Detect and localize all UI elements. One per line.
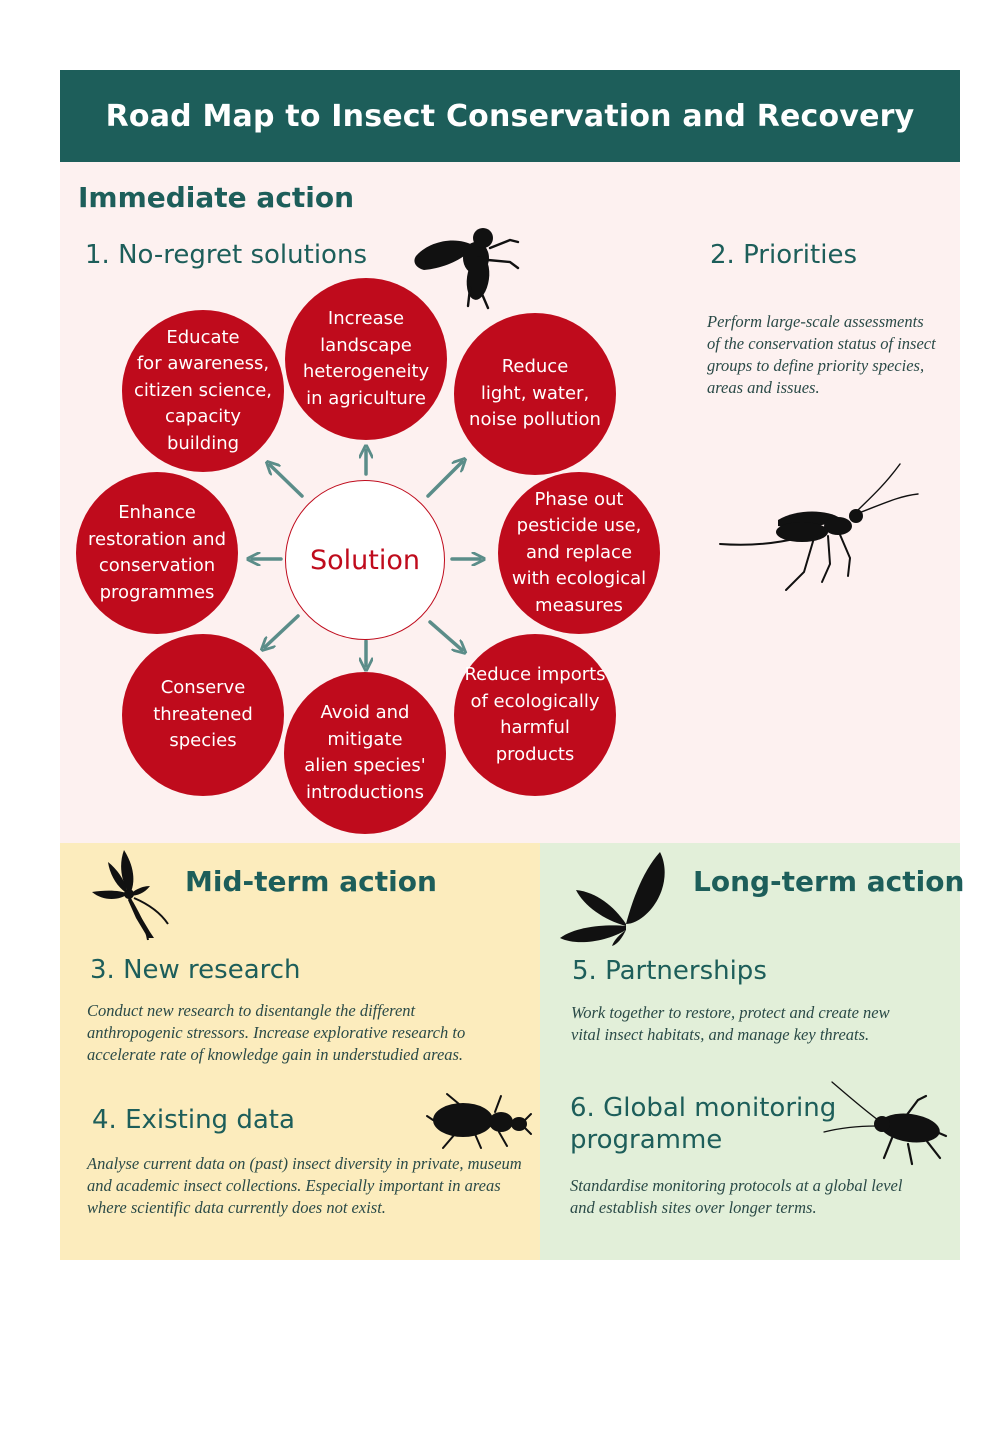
solution-label: Reduce imports of ecologically harmful products <box>464 664 606 765</box>
solution-label: Educate for awareness, citizen science, capacity building <box>133 326 273 454</box>
solution-reduce-pollution <box>454 313 616 475</box>
partnerships-heading: 5. Partnerships <box>572 956 767 986</box>
mid-term-action-heading: Mid-term action <box>185 865 437 898</box>
dragonfly-icon <box>88 846 172 942</box>
solution-threatened-species <box>122 634 284 796</box>
long-term-action-heading: Long-term action <box>693 865 965 898</box>
solution-restoration-programmes <box>76 472 238 634</box>
solution-label: Conserve threatened species <box>153 677 253 752</box>
page-title: Road Map to Insect Conservation and Recovery <box>105 98 915 134</box>
partnerships-text: Work together to restore, protect and create new vital insect habitats, and manage key threats. <box>571 1003 890 1044</box>
existing-data-text: Analyse current data on (past) insect diversity in private, museum and academic insect collections. Especially important in areas where scientific data currently does not exist. <box>87 1154 522 1217</box>
solution-label: Reduce light, water, noise pollution <box>469 356 601 431</box>
priorities-heading: 2. Priorities <box>710 240 857 270</box>
solution-label: Phase out pesticide use, and replace with ecological measures <box>511 488 647 616</box>
solution-education <box>122 310 284 472</box>
solution-label: Increase landscape heterogeneity in agriculture <box>302 308 430 409</box>
new-research-text: Conduct new research to disentangle the different anthropogenic stressors. Increase explorative research to accelerate rate of knowledge gain in understudied areas. <box>87 1001 466 1064</box>
beetle-icon <box>425 1090 533 1152</box>
global-monitoring-text: Standardise monitoring protocols at a global level and establish sites over longer terms. <box>570 1176 903 1217</box>
solution-label: Avoid and mitigate alien species' introductions <box>304 702 426 803</box>
existing-data-heading: 4. Existing data <box>92 1105 295 1135</box>
solution-reduce-imports <box>454 634 616 796</box>
solution-center-circle <box>285 480 445 640</box>
solution-center-label: Solution <box>310 544 420 576</box>
wasp-icon <box>718 460 923 595</box>
new-research-heading: 3. New research <box>90 955 301 985</box>
solution-label: Enhance restoration and conservation programmes <box>87 502 227 603</box>
no-regret-solutions-heading: 1. No-regret solutions <box>85 240 367 270</box>
immediate-action-heading: Immediate action <box>78 181 355 214</box>
fly-icon <box>410 218 520 310</box>
solution-phase-out-pesticides <box>498 472 660 634</box>
title-banner <box>60 70 960 162</box>
solution-alien-species <box>284 672 446 834</box>
cockroach-icon <box>822 1080 950 1172</box>
moth-icon <box>556 850 672 948</box>
priorities-text: Perform large-scale assessments of the conservation status of insect groups to define priority species, areas and issues. <box>707 312 936 397</box>
global-monitoring-heading: 6. Global monitoring programme <box>570 1093 837 1155</box>
